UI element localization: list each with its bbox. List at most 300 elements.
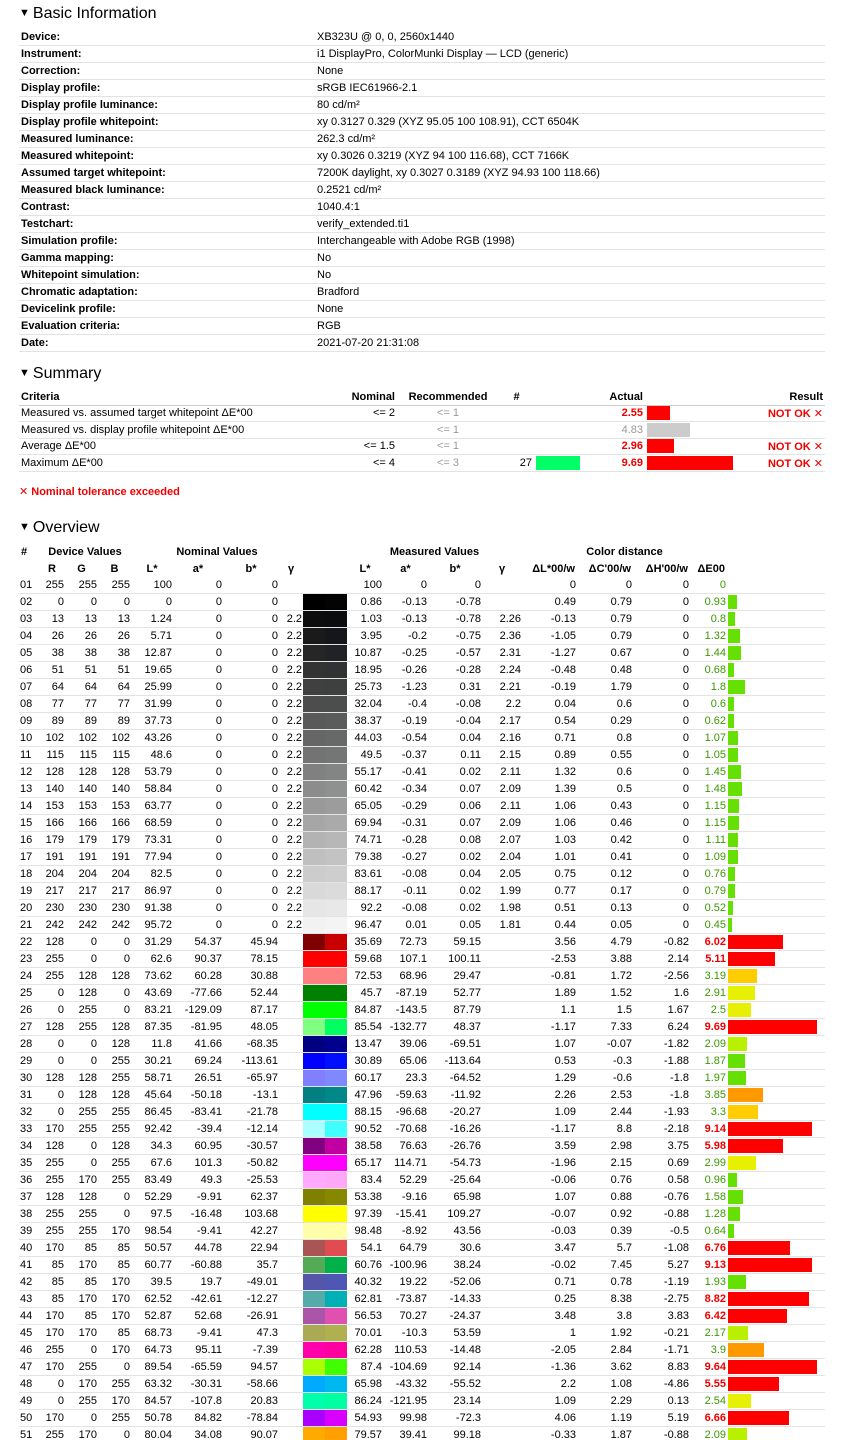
cell-value: 2.2 — [279, 696, 303, 713]
summary-actual: 2.96 — [595, 438, 645, 455]
color-swatch-cell — [303, 832, 347, 849]
cell-value: 0 — [98, 594, 131, 611]
cell-value: 99.18 — [428, 1427, 482, 1440]
color-swatch — [303, 628, 347, 644]
delta-e-bar-cell — [727, 781, 825, 798]
cell-value: 204 — [39, 866, 65, 883]
cell-value: -0.08 — [383, 900, 428, 917]
color-swatch — [303, 645, 347, 661]
cell-value: -77.66 — [173, 985, 223, 1002]
cell-value: 140 — [98, 781, 131, 798]
cell-value: -0.78 — [428, 611, 482, 628]
cell-value: 0.92 — [577, 1206, 633, 1223]
cell-value: -96.68 — [383, 1104, 428, 1121]
cell-value: 1.06 — [522, 798, 577, 815]
cell-value: 102 — [39, 730, 65, 747]
color-swatch — [303, 1325, 347, 1341]
cell-value: 170 — [39, 1308, 65, 1325]
swatch-nominal — [303, 1308, 325, 1324]
cell-value: -0.6 — [577, 1070, 633, 1087]
info-key: Assumed target whitepoint: — [19, 165, 315, 182]
cell-value: 12.87 — [131, 645, 173, 662]
swatch-measured — [325, 1257, 347, 1273]
cell-value — [279, 1257, 303, 1274]
color-swatch-cell — [303, 1104, 347, 1121]
cell-value: 2.2 — [279, 815, 303, 832]
cell-value: 63.32 — [131, 1376, 173, 1393]
cell-value: -121.95 — [383, 1393, 428, 1410]
color-swatch-cell — [303, 713, 347, 730]
swatch-measured — [325, 1053, 347, 1069]
summary-row — [19, 438, 825, 455]
cell-value: 128 — [65, 764, 98, 781]
summary-actual: 9.69 — [595, 455, 645, 472]
summary-nominal: <= 2 — [335, 405, 397, 422]
cell-value: -0.04 — [428, 713, 482, 730]
cell-value: 0.79 — [577, 594, 633, 611]
cell-value: 0 — [223, 679, 279, 696]
cell-value: 0 — [173, 645, 223, 662]
cell-value: 1.99 — [482, 883, 522, 900]
cell-value: -69.51 — [428, 1036, 482, 1053]
delta-e-bar — [728, 663, 734, 677]
cell-value: 2.14 — [633, 951, 690, 968]
cell-value: 101.3 — [173, 1155, 223, 1172]
cell-value: 0 — [223, 628, 279, 645]
delta-e-bar-cell — [727, 968, 825, 985]
delta-e-value: 2.99 — [690, 1155, 727, 1172]
swatch-measured — [325, 1393, 347, 1409]
cell-value: 2.2 — [279, 662, 303, 679]
cell-value: 3.8 — [577, 1308, 633, 1325]
row-number: 18 — [19, 866, 39, 883]
overview-row — [19, 1410, 825, 1427]
cell-value: 100 — [131, 577, 173, 594]
delta-e-bar-cell — [727, 866, 825, 883]
cell-value: 2.2 — [279, 917, 303, 934]
cell-value — [279, 1359, 303, 1376]
delta-e-bar-cell — [727, 900, 825, 917]
cell-value: 60.95 — [173, 1138, 223, 1155]
cell-value: 255 — [98, 1376, 131, 1393]
row-number: 27 — [19, 1019, 39, 1036]
cell-value: 49.5 — [347, 747, 383, 764]
swatch-measured — [325, 1155, 347, 1171]
cell-value: 1.32 — [522, 764, 577, 781]
cell-value: 72.53 — [347, 968, 383, 985]
cell-value — [279, 1291, 303, 1308]
delta-e-bar-cell — [727, 917, 825, 934]
collapse-triangle-icon[interactable]: ▼ — [19, 521, 30, 533]
color-swatch-cell — [303, 662, 347, 679]
cell-value: 90.37 — [173, 951, 223, 968]
cell-value: 31.99 — [131, 696, 173, 713]
info-value: None — [315, 301, 825, 318]
delta-e-value: 2.5 — [690, 1002, 727, 1019]
cell-value: 2.2 — [279, 832, 303, 849]
delta-e-value: 0.62 — [690, 713, 727, 730]
row-number: 02 — [19, 594, 39, 611]
swatch-nominal — [303, 781, 325, 797]
cell-value: 0 — [223, 832, 279, 849]
overview-header: b* — [245, 562, 257, 575]
swatch-nominal — [303, 628, 325, 644]
cell-value: 89 — [98, 713, 131, 730]
basic-info-heading[interactable] — [19, 4, 157, 23]
cell-value: 103.68 — [223, 1206, 279, 1223]
cell-value: 0 — [223, 662, 279, 679]
cell-value: 128 — [39, 934, 65, 951]
cell-value: -0.06 — [522, 1172, 577, 1189]
color-swatch — [303, 730, 347, 746]
cell-value — [279, 1308, 303, 1325]
delta-e-value: 1.09 — [690, 849, 727, 866]
cell-value: 2.09 — [482, 781, 522, 798]
cell-value: 65.06 — [383, 1053, 428, 1070]
summary-count — [499, 422, 534, 439]
cell-value: 0 — [633, 645, 690, 662]
swatch-measured — [325, 985, 347, 1001]
cell-value: 128 — [65, 1087, 98, 1104]
cell-value: 179 — [39, 832, 65, 849]
cell-value: -0.4 — [383, 696, 428, 713]
cell-value: -83.41 — [173, 1104, 223, 1121]
collapse-triangle-icon[interactable]: ▼ — [19, 367, 30, 379]
cell-value: 230 — [39, 900, 65, 917]
info-key: Instrument: — [19, 46, 315, 63]
cell-value: 1.03 — [347, 611, 383, 628]
cell-value: 0 — [633, 662, 690, 679]
cell-value: 1.07 — [522, 1036, 577, 1053]
color-swatch — [303, 815, 347, 831]
delta-e-bar-cell — [727, 730, 825, 747]
delta-e-bar — [728, 1190, 743, 1204]
overview-heading[interactable] — [19, 518, 100, 537]
cell-value — [482, 1359, 522, 1376]
delta-e-bar — [728, 1139, 783, 1153]
delta-e-bar — [728, 680, 745, 694]
cell-value: 2.11 — [482, 798, 522, 815]
cell-value — [482, 1410, 522, 1427]
cell-value: 89 — [65, 713, 98, 730]
cell-value: 51 — [39, 662, 65, 679]
delta-e-bar-cell — [727, 1121, 825, 1138]
cell-value: 1.87 — [577, 1427, 633, 1440]
delta-e-bar-cell — [727, 662, 825, 679]
color-swatch-cell — [303, 747, 347, 764]
overview-header: γ — [287, 562, 295, 575]
swatch-measured — [325, 1308, 347, 1324]
cell-value: 0 — [173, 662, 223, 679]
cell-value: 179 — [98, 832, 131, 849]
cell-value: -1.17 — [522, 1121, 577, 1138]
cell-value: -50.18 — [173, 1087, 223, 1104]
cell-value: 0 — [98, 951, 131, 968]
cell-value: -1.71 — [633, 1342, 690, 1359]
cell-value: 100 — [347, 577, 383, 594]
swatch-measured — [325, 934, 347, 950]
summary-heading[interactable] — [19, 364, 101, 383]
cell-value: 1.08 — [577, 1376, 633, 1393]
cell-value: 3.88 — [577, 951, 633, 968]
overview-row — [19, 1087, 825, 1104]
row-number: 41 — [19, 1257, 39, 1274]
cell-value: 0 — [428, 577, 482, 594]
swatch-measured — [325, 1002, 347, 1018]
overview-row — [19, 1274, 825, 1291]
cell-value: 0.51 — [522, 900, 577, 917]
delta-e-bar-cell — [727, 713, 825, 730]
info-row — [19, 318, 825, 335]
cell-value: 170 — [39, 1121, 65, 1138]
cell-value: -20.27 — [428, 1104, 482, 1121]
cell-value: 0 — [633, 764, 690, 781]
cell-value: 3.56 — [522, 934, 577, 951]
cell-value: 89.54 — [131, 1359, 173, 1376]
overview-row — [19, 985, 825, 1002]
cell-value: 0.54 — [522, 713, 577, 730]
cell-value: 0 — [633, 628, 690, 645]
cell-value: 11.8 — [131, 1036, 173, 1053]
cell-value: 0 — [98, 1189, 131, 1206]
cell-value: 0 — [65, 1036, 98, 1053]
cell-value: -1.8 — [633, 1070, 690, 1087]
overview-row — [19, 696, 825, 713]
swatch-nominal — [303, 577, 325, 593]
cell-value: 26.51 — [173, 1070, 223, 1087]
color-swatch — [303, 1206, 347, 1222]
delta-e-bar-cell — [727, 1308, 825, 1325]
summary-count: 27 — [499, 455, 534, 472]
info-value: Bradford — [315, 284, 825, 301]
color-swatch-cell — [303, 730, 347, 747]
cell-value: 255 — [98, 1410, 131, 1427]
cell-value: -1.27 — [522, 645, 577, 662]
cell-value: 109.27 — [428, 1206, 482, 1223]
cell-value — [279, 1342, 303, 1359]
cell-value: 20.83 — [223, 1393, 279, 1410]
cell-value: -14.33 — [428, 1291, 482, 1308]
summary-criteria: Measured vs. display profile whitepoint ΔE*00 — [19, 422, 335, 439]
overview-row — [19, 917, 825, 934]
cell-value — [279, 1036, 303, 1053]
row-number: 22 — [19, 934, 39, 951]
cell-value: -0.5 — [633, 1223, 690, 1240]
cell-value: 2.2 — [482, 696, 522, 713]
cell-value: 0 — [98, 934, 131, 951]
summary-actual: 2.55 — [595, 405, 645, 422]
color-swatch — [303, 781, 347, 797]
cell-value: 0 — [173, 781, 223, 798]
cell-value: 128 — [98, 1019, 131, 1036]
cell-value: -0.07 — [522, 1206, 577, 1223]
cell-value: 30.89 — [347, 1053, 383, 1070]
cell-value: 0 — [65, 1138, 98, 1155]
cell-value: 51 — [98, 662, 131, 679]
cell-value: -0.19 — [383, 713, 428, 730]
cell-value: 35.7 — [223, 1257, 279, 1274]
overview-row — [19, 1223, 825, 1240]
cell-value: 255 — [65, 1223, 98, 1240]
cell-value: -1.88 — [633, 1053, 690, 1070]
info-row — [19, 148, 825, 165]
delta-e-bar — [728, 612, 735, 626]
row-number: 46 — [19, 1342, 39, 1359]
cell-value: 8.8 — [577, 1121, 633, 1138]
cell-value: 1.79 — [577, 679, 633, 696]
cell-value: 86.24 — [347, 1393, 383, 1410]
cell-value — [482, 1308, 522, 1325]
cell-value: 32.04 — [347, 696, 383, 713]
cell-value: 13.47 — [347, 1036, 383, 1053]
info-key: Gamma mapping: — [19, 250, 315, 267]
delta-e-value: 8.82 — [690, 1291, 727, 1308]
delta-e-value: 6.76 — [690, 1240, 727, 1257]
color-swatch-cell — [303, 815, 347, 832]
delta-e-bar-cell — [727, 1410, 825, 1427]
cell-value: -9.16 — [383, 1189, 428, 1206]
cell-value — [482, 1070, 522, 1087]
cell-value: 217 — [98, 883, 131, 900]
cell-value: -1.93 — [633, 1104, 690, 1121]
cell-value: -0.08 — [383, 866, 428, 883]
info-key: Correction: — [19, 63, 315, 80]
cell-value: 52.44 — [223, 985, 279, 1002]
cell-value — [279, 594, 303, 611]
cell-value: -0.28 — [428, 662, 482, 679]
cell-value: -1.96 — [522, 1155, 577, 1172]
row-number: 45 — [19, 1325, 39, 1342]
overview-row — [19, 1359, 825, 1376]
summary-criteria: Measured vs. assumed target whitepoint ΔE*00 — [19, 405, 335, 422]
collapse-triangle-icon[interactable]: ▼ — [19, 7, 30, 19]
delta-e-bar — [728, 1360, 817, 1374]
cell-value: 0 — [633, 747, 690, 764]
row-number: 20 — [19, 900, 39, 917]
cell-value: 38 — [98, 645, 131, 662]
swatch-nominal — [303, 679, 325, 695]
color-swatch-cell — [303, 798, 347, 815]
cell-value: -60.88 — [173, 1257, 223, 1274]
delta-e-value: 1.58 — [690, 1189, 727, 1206]
swatch-measured — [325, 951, 347, 967]
color-swatch-cell — [303, 1308, 347, 1325]
color-swatch — [303, 679, 347, 695]
cell-value: 85 — [98, 1257, 131, 1274]
row-number: 08 — [19, 696, 39, 713]
row-number: 39 — [19, 1223, 39, 1240]
swatch-nominal — [303, 1172, 325, 1188]
cell-value: 2.2 — [279, 679, 303, 696]
cell-value: 255 — [39, 1155, 65, 1172]
delta-e-value: 0 — [690, 577, 727, 594]
color-swatch — [303, 1223, 347, 1239]
summary-header-result: Result — [745, 389, 825, 405]
cell-value — [279, 1172, 303, 1189]
cell-value: -0.3 — [577, 1053, 633, 1070]
cell-value: -72.3 — [428, 1410, 482, 1427]
cell-value: 1.1 — [522, 1002, 577, 1019]
cell-value: 1.29 — [522, 1070, 577, 1087]
delta-e-bar-cell — [727, 1223, 825, 1240]
cell-value — [279, 1019, 303, 1036]
cell-value: 53.38 — [347, 1189, 383, 1206]
swatch-measured — [325, 611, 347, 627]
swatch-nominal — [303, 1070, 325, 1086]
summary-actual-bar-cell — [645, 438, 745, 455]
cell-value: 0 — [173, 730, 223, 747]
row-number: 29 — [19, 1053, 39, 1070]
delta-e-bar — [728, 918, 732, 932]
cell-value: -0.13 — [522, 611, 577, 628]
cell-value: 19.22 — [383, 1274, 428, 1291]
cell-value: 96.47 — [347, 917, 383, 934]
summary-actual-bar-cell — [645, 422, 745, 439]
cell-value: 41.66 — [173, 1036, 223, 1053]
overview-header: ΔL*00/w — [532, 562, 575, 575]
overview-header: a* — [192, 562, 204, 575]
cell-value: -39.4 — [173, 1121, 223, 1138]
swatch-nominal — [303, 1427, 325, 1440]
cell-value: 170 — [98, 1291, 131, 1308]
overview-row — [19, 951, 825, 968]
cell-value — [279, 1138, 303, 1155]
info-row — [19, 63, 825, 80]
row-number: 03 — [19, 611, 39, 628]
cell-value: 255 — [98, 1121, 131, 1138]
cell-value: 1.52 — [577, 985, 633, 1002]
color-swatch — [303, 798, 347, 814]
cell-value: 170 — [98, 1393, 131, 1410]
cell-value: 115 — [98, 747, 131, 764]
cell-value: 0 — [223, 594, 279, 611]
swatch-nominal — [303, 747, 325, 763]
cell-value: 85 — [65, 1308, 98, 1325]
basic-info-table — [19, 29, 825, 352]
basic-info-title: Basic Information — [32, 5, 157, 22]
overview-row — [19, 645, 825, 662]
cell-value: 52.29 — [131, 1189, 173, 1206]
cell-value: 0 — [633, 883, 690, 900]
cell-value: 128 — [39, 1019, 65, 1036]
cell-value: 53.79 — [131, 764, 173, 781]
color-swatch-cell — [303, 764, 347, 781]
cell-value: 2.26 — [482, 611, 522, 628]
cell-value: -0.2 — [383, 628, 428, 645]
cell-value: -21.78 — [223, 1104, 279, 1121]
cell-value: 40.32 — [347, 1274, 383, 1291]
delta-e-bar — [728, 850, 738, 864]
cell-value: 62.81 — [347, 1291, 383, 1308]
cell-value: 86.97 — [131, 883, 173, 900]
delta-e-bar-cell — [727, 832, 825, 849]
cell-value: -0.13 — [383, 594, 428, 611]
cell-value: 87.17 — [223, 1002, 279, 1019]
swatch-measured — [325, 1206, 347, 1222]
cell-value — [482, 1036, 522, 1053]
cell-value: 170 — [98, 1342, 131, 1359]
cell-value: -11.92 — [428, 1087, 482, 1104]
swatch-measured — [325, 645, 347, 661]
cell-value: 0 — [65, 594, 98, 611]
swatch-measured — [325, 832, 347, 848]
cell-value: -104.69 — [383, 1359, 428, 1376]
delta-e-value: 1.48 — [690, 781, 727, 798]
row-number: 40 — [19, 1240, 39, 1257]
color-swatch-cell — [303, 1342, 347, 1359]
info-row — [19, 250, 825, 267]
row-number: 30 — [19, 1070, 39, 1087]
